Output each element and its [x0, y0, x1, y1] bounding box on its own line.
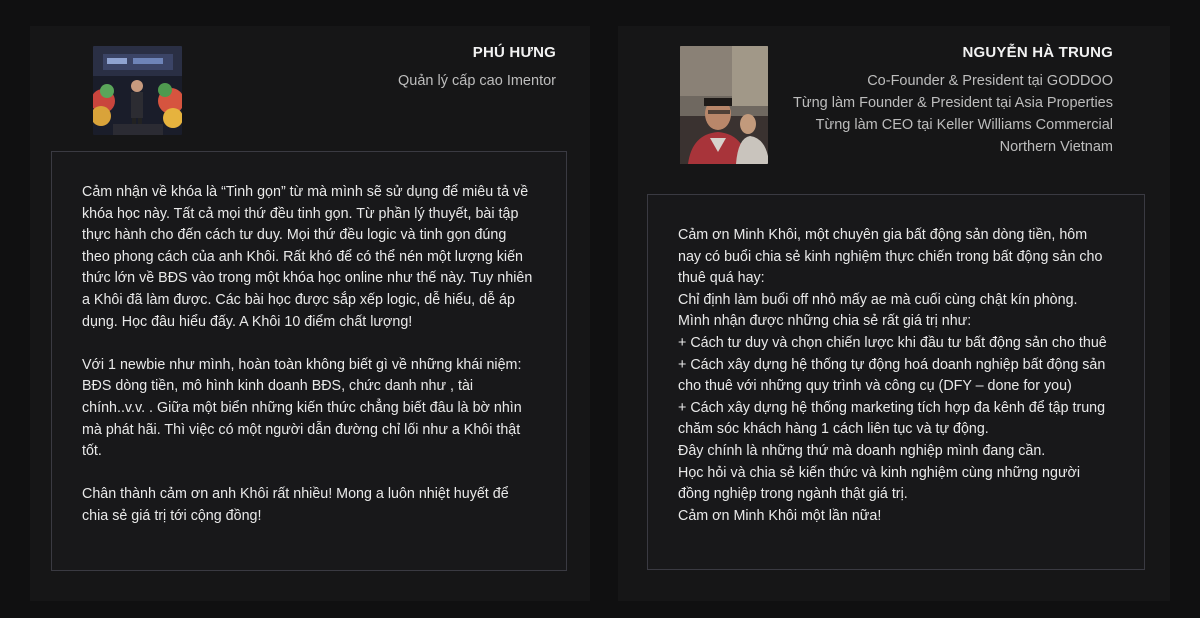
- quote-line: Chân thành cảm ơn anh Khôi rất nhiều! Mong a luôn nhiệt huyết để: [82, 486, 509, 503]
- quote-line: a Khôi đã làm được. Các bài học được sắp xếp logic, dễ hiểu, dễ áp: [82, 291, 515, 308]
- quote-line: Cảm nhận về khóa là “Tinh gọn” từ mà mình sẽ sử dụng để miêu tả về: [82, 184, 529, 200]
- person-role: Quản lý cấp cao Imentor: [398, 73, 556, 89]
- person-roles: [398, 70, 556, 92]
- quote-line: dụng. Học đâu hiểu đấy. A Khôi 10 điểm chất lượng!: [82, 313, 413, 330]
- quote-line: mà phát hãi. Thì việc có một người dẫn đường chỉ lối như a Khôi thật: [82, 421, 521, 438]
- quote-paragraph: [82, 182, 546, 333]
- quote-line: Cảm ơn Minh Khôi, một chuyên gia bất động sản dòng tiền, hôm: [678, 227, 1088, 243]
- quote-line: thực hành cho đến cách tư duy. Mọi thứ đều logic và tinh gọn đúng: [82, 227, 507, 244]
- person-role: Từng làm Founder & President tại Asia Properties: [793, 95, 1113, 111]
- quote-line: Học hỏi và chia sẻ kiến thức và kinh nghiệm cùng những người: [678, 464, 1081, 481]
- testimonial-quote: [647, 194, 1145, 570]
- quote-line: Cảm ơn Minh Khôi một lần nữa!: [678, 507, 882, 524]
- quote-line: + Cách xây dựng hệ thống tự động hoá doanh nghiệp bất động sản: [678, 356, 1106, 373]
- quote-line: + Cách xây dựng hệ thống marketing tích hợp đa kênh để tập trung: [678, 399, 1106, 416]
- quote-paragraph: [82, 355, 546, 463]
- testimonial-quote: [51, 151, 567, 571]
- testimonial-card-nguyen-ha-trung: [618, 26, 1170, 601]
- quote-line: Chỉ định làm buổi off nhỏ mấy ae mà cuối cùng chật kín phòng.: [678, 291, 1078, 308]
- person-roles: [733, 70, 1113, 158]
- testimonial-card-phu-hung: [30, 26, 590, 601]
- quote-line: khóa học này. Tất cả mọi thứ đều tinh gọn. Từ phần lý thuyết, bài tập: [82, 205, 519, 222]
- quote-line: thức lớn về BĐS vào trong một khóa học online như thế này. Tuy nhiên: [82, 270, 533, 287]
- quote-line: nay có buổi chia sẻ kinh nghiệm thực chiến trong bất động sản cho: [678, 248, 1103, 265]
- person-name: NGUYỄN HÀ TRUNG: [962, 44, 1113, 61]
- avatar: [93, 46, 182, 135]
- person-role: Northern Vietnam: [999, 139, 1113, 155]
- quote-line: thuê quá hay:: [678, 270, 765, 287]
- person-role: Từng làm CEO tại Keller Williams Commercial: [815, 117, 1113, 133]
- quote-line: Mình nhận được những chia sẻ rất giá trị như:: [678, 313, 972, 330]
- quote-line: chăm sóc khách hàng 1 cách liên tục và tự động.: [678, 421, 989, 438]
- quote-line: chia sẻ giá trị tới cộng đồng!: [82, 507, 262, 524]
- quote-paragraph: [82, 484, 546, 527]
- quote-line: đồng nghiệp trong ngành thật giá trị.: [678, 486, 908, 503]
- quote-line: chính..v.v. . Giữa một biển những kiến thức chẳng biết đâu là bờ nhìn: [82, 399, 522, 416]
- quote-line: + Cách tư duy và chọn chiến lược khi đầu tư bất động sản cho thuê: [678, 334, 1107, 351]
- person-role: Co-Founder & President tại GODDOO: [867, 73, 1113, 89]
- person-name: PHÚ HƯNG: [472, 44, 556, 61]
- quote-line: tốt.: [82, 443, 102, 460]
- quote-line: BĐS dòng tiền, mô hình kinh doanh BĐS, chức danh như , tài: [82, 378, 474, 395]
- quote-line: Đây chính là những thứ mà doanh nghiệp mình đang cần.: [678, 442, 1046, 459]
- quote-line: Với 1 newbie như mình, hoàn toàn không biết gì về những khái niệm:: [82, 356, 522, 373]
- quote-line: theo phong cách của anh Khôi. Rất khó để có thể nén một lượng kiến: [82, 248, 523, 265]
- quote-line: cho thuê với những quy trình và công cụ (DFY – done for you): [678, 378, 1072, 395]
- quote-paragraph: [678, 225, 1126, 527]
